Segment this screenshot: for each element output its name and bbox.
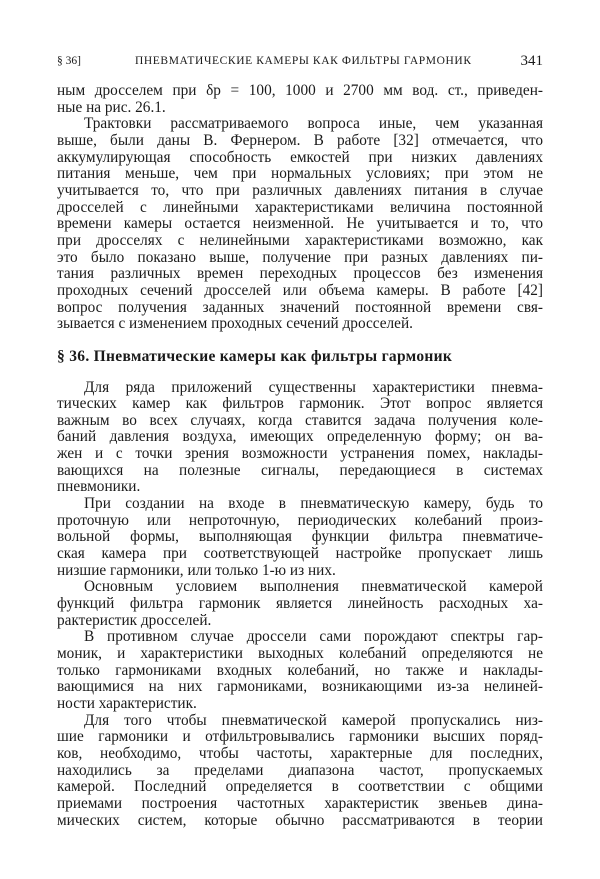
text-line: это было показано выше, получение при разных давлениях пи- — [57, 248, 543, 266]
paragraph — [57, 629, 543, 712]
text-line: проходных сечений дросселей или объема камеры. В работе [42] — [57, 281, 543, 299]
text-line: приемами построения частотных характеристик звеньев дина- — [57, 794, 543, 812]
text-line: питания меньше, чем при нормальных условиях; при этом не — [57, 165, 543, 183]
text-line: ков, необходимо, чтобы частоты, характерные для последних, — [57, 744, 543, 762]
text-line: При создании на входе в пневматическую камеру, будь то — [84, 495, 543, 513]
text-line: ская камера при соответствующей настройке пропускает лишь — [57, 545, 543, 563]
text-line: дросселей с линейными характеристиками величина постоянной — [57, 198, 543, 216]
text-line: ные на рис. 26.1. — [57, 98, 166, 116]
text-line: времени камеры остается неизменной. Не учитывается и то, что — [57, 215, 543, 233]
text-line: низшие гармоники, или только 1-ю из них. — [57, 561, 336, 579]
text-line: рактеристик дросселей. — [57, 611, 212, 629]
text-line: функций фильтра гармоник является линейность расходных ха- — [57, 595, 543, 613]
paragraph — [57, 116, 543, 333]
text-line: Трактовки рассматриваемого вопроса иные, чем указанная — [84, 115, 543, 133]
text-line: Для ряда приложений существенны характеристики пневма- — [84, 378, 543, 396]
text-line: проточную или непроточную, периодических колебаний произ- — [57, 511, 543, 529]
text-line: баний давления воздуха, имеющих определенную форму; он ва- — [57, 428, 543, 446]
paragraph — [57, 380, 543, 497]
section-heading: § 36. Пневматические камеры как фильтры гармоник — [57, 347, 453, 365]
text-line: моник, и характеристики выходных колебаний определяются не — [57, 645, 543, 662]
text-line: шие гармоники и отфильтровывались гармоники высших поряд- — [57, 728, 543, 746]
text-line: при дросселях с нелинейными характеристиками возможно, как — [57, 231, 543, 249]
text-line: тания различных времен переходных процессов без изменения — [57, 265, 543, 283]
text-line: камерой. Последний определяется в соответствии с общими — [57, 778, 543, 796]
paragraphs-before-heading — [57, 83, 543, 333]
text-line: важным во всех случаях, когда ставится задача получения коле- — [57, 411, 543, 429]
text-line: Для того чтобы пневматической камерой пропускались низ- — [84, 711, 543, 729]
paragraph — [57, 496, 543, 579]
paragraph — [57, 83, 543, 116]
text-line: тических камер как фильтров гармоник. Этот вопрос является — [57, 395, 543, 413]
text-line: пневмоники. — [57, 478, 141, 496]
text-line: ным дросселем при δp = 100, 1000 и 2700 мм вод. ст., приведен- — [57, 82, 543, 99]
text-line: вольной формы, выполняющая функции фильтра пневматиче- — [57, 528, 543, 546]
page-body — [57, 83, 543, 829]
header-section-ref: § 36] — [57, 55, 81, 67]
text-line: находились за пределами диапазона частот, пропускаемых — [57, 761, 543, 779]
text-line: вающихся на полезные сигналы, передающиеся в системах — [57, 461, 543, 479]
text-line: ности характеристик. — [57, 694, 197, 712]
paragraph — [57, 579, 543, 629]
text-line: В противном случае дроссели сами порождают спектры гар- — [84, 628, 543, 646]
text-line: вопрос получения заданных значений постоянной времени свя- — [57, 298, 543, 316]
paragraph — [57, 713, 543, 830]
text-line: зывается с изменением проходных сечений дросселей. — [57, 315, 413, 333]
text-line: Основным условием выполнения пневматической камерой — [84, 578, 543, 596]
page-number: 341 — [520, 53, 543, 69]
text-line: мических систем, которые обычно рассматриваются в теории — [57, 811, 543, 829]
text-line: только гармониками входных колебаний, но также и наклады- — [57, 661, 543, 679]
paragraphs-after-heading — [57, 380, 543, 830]
running-header — [57, 53, 543, 71]
text-line: аккумулирующая способность емкостей при низких давлениях — [57, 148, 543, 166]
text-line: вающимися на них гармониками, возникающими из-за нелиней- — [57, 678, 543, 696]
text-line: жен и с точки зрения возможности устранения помех, наклады- — [57, 445, 543, 463]
text-line: выше, были даны В. Фернером. В работе [32] отмечается, что — [57, 131, 543, 149]
text-line: учитывается то, что при различных давлениях питания в случае — [57, 181, 543, 199]
header-title: ПНЕВМАТИЧЕСКИЕ КАМЕРЫ КАК ФИЛЬТРЫ ГАРМОНИК — [135, 55, 472, 67]
